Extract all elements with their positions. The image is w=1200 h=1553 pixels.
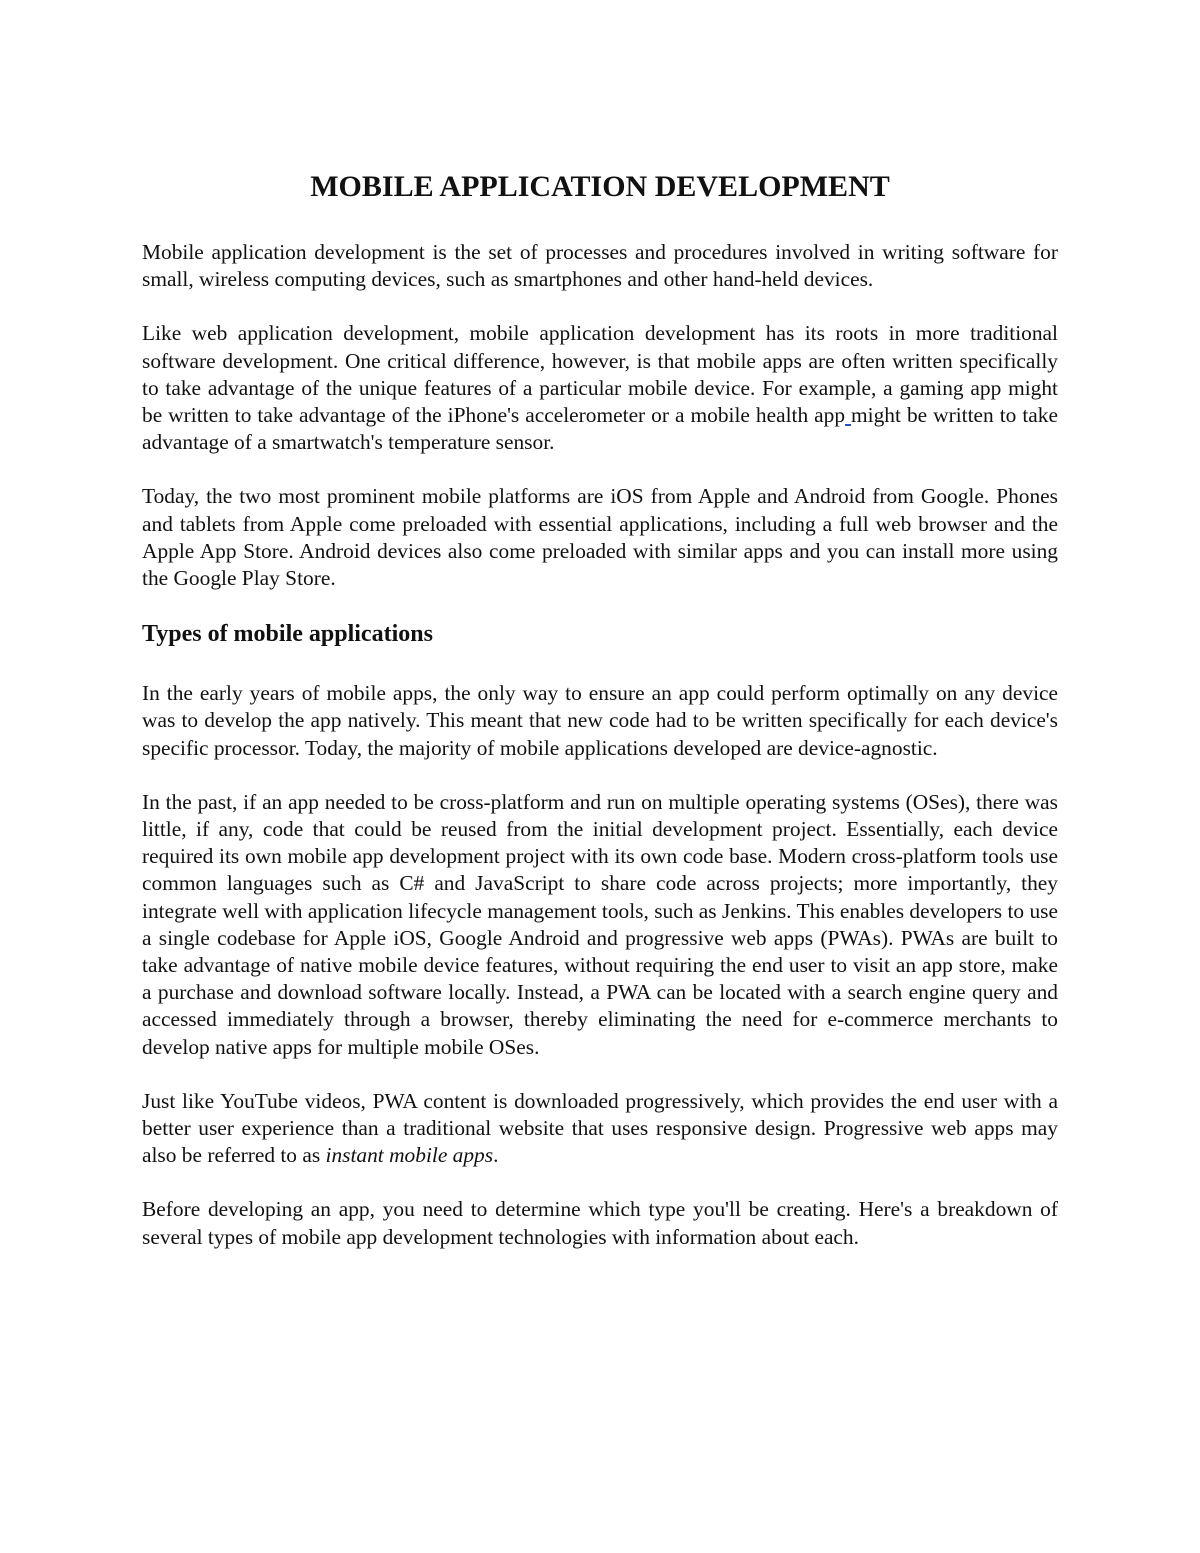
paragraph-text: Like web application development, mobile application development has its roots in more traditional software development. One critical difference, however, is that mobile apps are often written specifically to take advantage of the unique features of a particular mobile device. For example, a gaming app might be written to take advantage of the iPhone's accelerometer or a mobile health app <box>142 321 1058 428</box>
section-heading-types: Types of mobile applications <box>142 621 433 648</box>
paragraph-text: might be written to take advantage of a smartwatch's temperature sensor. <box>142 403 1058 455</box>
paragraph-intro: Mobile application development is the set of processes and procedures involved in writing software for small, wireless computing devices, such as smartphones and other hand-held devices. <box>142 240 1058 292</box>
paragraph-platforms: Today, the two most prominent mobile platforms are iOS from Apple and Android from Google. Phones and tablets from Apple come preloaded with essential applications, including a full web browser and the Apple App Store. Android devices also come preloaded with similar apps and you can install more using the Google Play Store. <box>142 484 1058 591</box>
italic-term: instant mobile apps <box>325 1143 494 1168</box>
paragraph-text: . <box>493 1143 499 1168</box>
paragraph-cross-platform: In the past, if an app needed to be cross-platform and run on multiple operating systems (OSes), there was little, if any, code that could be reused from the initial development project. Essentially, each device required its own mobile app development project with its own code base. Modern cross-platform tools use common languages such as C# and JavaScript to share code across projects; more importantly, they integrate well with application lifecycle management tools, such as Jenkins. This enables developers to use a single codebase for Apple iOS, Google Android and progressive web apps (PWAs). PWAs are built to take advantage of native mobile device features, without requiring the end user to visit an app store, make a purchase and download software locally. Instead, a PWA can be located with a search engine query and accessed immediately through a browser, thereby eliminating the need for e-commerce merchants to develop native apps for multiple mobile OSes. <box>142 789 1058 1059</box>
paragraph-before-developing: Before developing an app, you need to determine which type you'll be creating. Here's a breakdown of several types of mobile app development technologies with information about each. <box>142 1197 1058 1249</box>
document-title: MOBILE APPLICATION DEVELOPMENT <box>310 170 890 203</box>
paragraph-web-vs-mobile <box>142 320 1058 456</box>
document-body <box>142 168 1058 1278</box>
paragraph-pwa <box>142 1088 1058 1170</box>
paragraph-early-years: In the early years of mobile apps, the only way to ensure an app could perform optimally on any device was to develop the app natively. This meant that new code had to be written specifically for each device's specific processor. Today, the majority of mobile applications developed are device-agnostic. <box>142 681 1058 760</box>
paragraph-text: Just like YouTube videos, PWA content is downloaded progressively, which provides the end user with a better user experience than a traditional website that uses responsive design. Progressive web apps may also be referred to as <box>142 1088 1058 1168</box>
